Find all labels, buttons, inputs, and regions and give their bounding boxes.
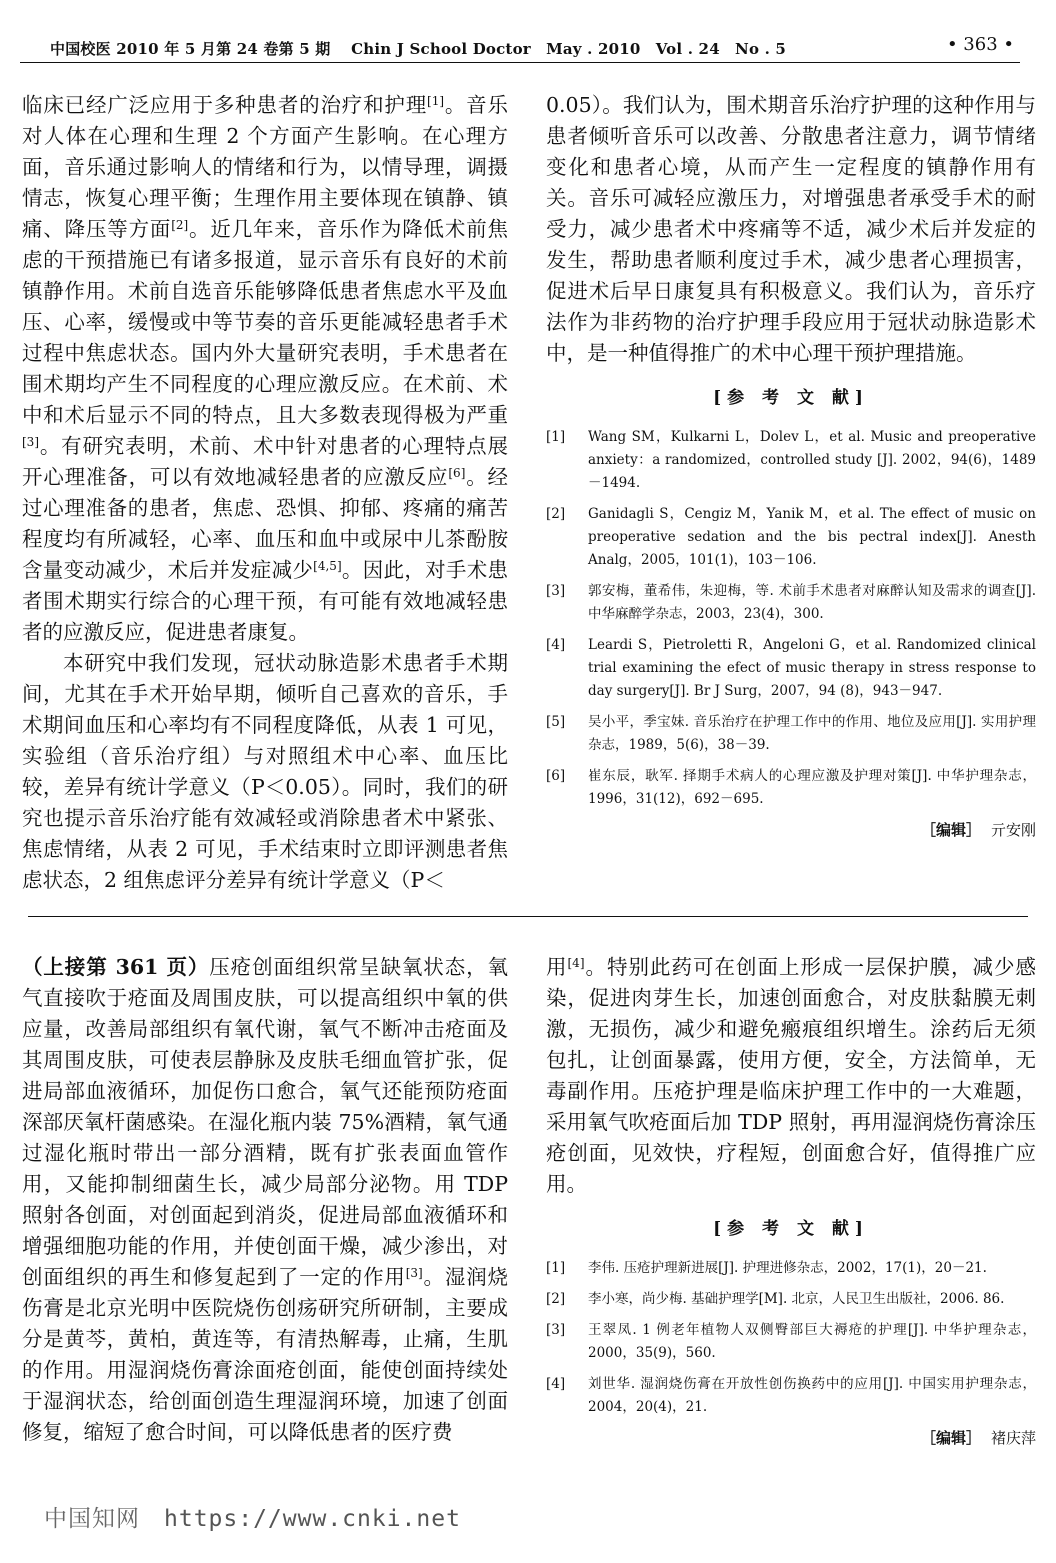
article2-left-column bbox=[22, 952, 508, 1448]
reference-item: [3] 王翠凤. 1 例老年植物人双侧臀部巨大褥疮的护理[J]. 中华护理杂志，2000，35(9)，560. bbox=[546, 1322, 1036, 1361]
journal-info: 中国校医 2010 年 5 月第 24 卷第 5 期 Chin J School Doctor May . 2010 Vol . 24 No . 5 bbox=[50, 40, 787, 58]
references-heading: [参 考 文 献] bbox=[713, 388, 869, 408]
editor-credit: ［编辑］ 亓安刚 bbox=[920, 821, 1036, 839]
article2-right-column bbox=[546, 952, 1036, 1448]
paragraph: 用[4]。特别此药可在创面上形成一层保护膜，减少感染，促进肉芽生长，加速创面愈合，对皮肤黏膜无刺激，无损伤，减少和避免瘢痕组织增生。涂药后无须包扎，让创面暴露，使用方便，安全，方法简单，无毒副作用。压疮护理是临床护理工作中的一大难题，采用氧气吹疮面后加 TDP 照射，再用湿润烧伤膏涂压疮创面，见效快，疗程短，创面愈合好，值得推广应用。 bbox=[546, 955, 1036, 1196]
references-heading: [参 考 文 献] bbox=[713, 1219, 869, 1239]
watermark-url: https://www.cnki.net bbox=[164, 1506, 461, 1532]
citation: [4] bbox=[567, 956, 585, 970]
reference-item: [5] 吴小平，季宝妹. 音乐治疗在护理工作中的作用、地位及应用[J]. 实用护理杂志，1989，5(6)，38－39. bbox=[546, 714, 1036, 753]
editor-credit: ［编辑］ 褚庆萍 bbox=[920, 1429, 1036, 1447]
reference-item: [4] Leardi S，Pietroletti R，Angeloni G，et al. Randomized clinical trial examining the efect of music therapy in stress response to day surgery[J]. Br J Surg，2007，94 (8)，943－947. bbox=[546, 637, 1036, 699]
cnki-watermark bbox=[44, 1500, 461, 1533]
page-number: • 363 • bbox=[946, 34, 1014, 55]
paragraph: 本研究中我们发现，冠状动脉造影术患者手术期间，尤其在手术开始早期，倾听自己喜欢的音乐，手术期间血压和心率均有不同程度降低，从表 1 可见，实验组（音乐治疗组）与对照组术中心率、血压比较，差异有统计学意义（P＜0.05）。同时，我们的研究也提示音乐治疗能有效减轻或消除患者术中紧张、焦虑情绪，从表 2 可见，手术结束时立即评测患者焦虑状态，2 组焦虑评分差异有统计学意义（P＜ bbox=[22, 651, 508, 892]
reference-item: [2] Ganidagli S，Cengiz M，Yanik M，et al. The effect of music on preoperative sedation and the bis pectral index[J]. Anesth Analg，2005，101(1)，103－106. bbox=[546, 506, 1036, 568]
citation: [1] bbox=[427, 94, 445, 108]
continued-from-label: （上接第 361 页） bbox=[22, 955, 210, 979]
reference-item: [6] 崔东辰，耿军. 择期手术病人的心理应激及护理对策[J]. 中华护理杂志，1996，31(12)，692－695. bbox=[546, 768, 1036, 807]
citation: [2] bbox=[171, 218, 189, 232]
citation: [3] bbox=[22, 435, 39, 449]
watermark-site-name: 中国知网 bbox=[44, 1506, 140, 1532]
citation: [6] bbox=[448, 466, 466, 480]
paragraph: （上接第 361 页）压疮创面组织常呈缺氧状态，氧气直接吹于疮面及周围皮肤，可以提高组织中氧的供应量，改善局部组织有氧代谢，氧气不断冲击疮面及其周围皮肤，可使表层静脉及皮肤毛细血管扩张，促进局部血液循环，加促伤口愈合，氧气还能预防疮面深部厌氧杆菌感染。在湿化瓶内装 75%酒精，氧气通过湿化瓶时带出一部分酒精，既有扩张表面血管作用，又能抑制细菌生长，减少局部分泌物。用 TDP 照射各创面，对创面起到消炎，促进局部血液循环和增强细胞功能的作用，并使创面干燥，减少渗出，对创面组织的再生和修复起到了一定的作用[3]。湿润烧伤膏是北京光明中医院烧伤创疡研究所研制，主要成分是黄芩，黄柏，黄连等，有清热解毒，止痛，生肌的作用。用湿润烧伤膏涂面疮创面，能使创面持续处于湿润状态，给创面创造生理湿润环境，加速了创面修复，缩短了愈合时间，可以降低患者的医疗费 bbox=[22, 955, 509, 1444]
article1-left-column bbox=[22, 90, 508, 896]
reference-list bbox=[546, 426, 1036, 811]
citation: [3] bbox=[405, 1266, 423, 1280]
reference-item: [2] 李小寒，尚少梅. 基础护理学[M]. 北京，人民卫生出版社，2006. 86. bbox=[546, 1291, 1005, 1307]
paragraph: 临床已经广泛应用于多种患者的治疗和护理[1]。音乐对人体在心理和生理 2 个方面产生影响。在心理方面，音乐通过影响人的情绪和行为，以情导理，调摄情志，恢复心理平衡；生理作用主要体现在镇静、镇痛、降压等方面[2]。近几年来，音乐作为降低术前焦虑的干预措施已有诸多报道，显示音乐有良好的术前镇静作用。术前自选音乐能够降低患者焦虑水平及血压、心率，缓慢或中等节奏的音乐更能减轻患者手术过程中焦虑状态。国内外大量研究表明，手术患者在围术期均产生不同程度的心理应激反应。在术前、术中和术后显示不同的特点，且大多数表现得极为严重[3]。有研究表明，术前、术中针对患者的心理特点展开心理准备，可以有效地减轻患者的应激反应[6]。经过心理准备的患者，焦虑、恐惧、抑郁、疼痛的痛苦程度均有所减轻，心率、血压和血中或尿中儿茶酚胺含量变动减少，术后并发症减少[4,5]。因此，对手术患者围术期实行综合的心理干预，有可能有效地减轻患者的应激反应，促进患者康复。 bbox=[22, 93, 509, 644]
reference-item: [4] 刘世华. 湿润烧伤膏在开放性创伤换药中的应用[J]. 中国实用护理杂志，2004，20(4)，21. bbox=[546, 1376, 1036, 1415]
paragraph: 0.05）。我们认为，围术期音乐治疗护理的这种作用与患者倾听音乐可以改善、分散患者注意力，调节情绪变化和患者心境，从而产生一定程度的镇静作用有关。音乐可减轻应激压力，对增强患者承受手术的耐受力，减少患者术中疼痛等不适，减少术后并发症的发生，帮助患者顺利度过手术，减少患者心理损害，促进术后早日康复具有积极意义。我们认为，音乐疗法作为非药物的治疗护理手段应用于冠状动脉造影术中，是一种值得推广的术中心理干预护理措施。 bbox=[546, 93, 1036, 365]
journal-header bbox=[40, 30, 1020, 62]
header-rule bbox=[20, 62, 1020, 63]
article1-right-column bbox=[546, 90, 1036, 840]
reference-list bbox=[546, 1257, 1036, 1419]
reference-item: [3] 郭安梅，董希伟，朱迎梅，等. 术前手术患者对麻醉认知及需求的调查[J]. 中华麻醉学杂志，2003，23(4)，300. bbox=[546, 583, 1036, 622]
reference-item: [1] Wang SM，Kulkarni L，Dolev L，et al. Music and preoperative anxiety：a randomized，controlled study [J]. 2002，94(6)，1489－1494. bbox=[546, 429, 1036, 491]
article-divider bbox=[28, 916, 1028, 917]
citation: [4,5] bbox=[313, 559, 342, 573]
reference-item: [1] 李伟. 压疮护理新进展[J]. 护理进修杂志，2002，17(1)，20－21. bbox=[546, 1260, 987, 1276]
